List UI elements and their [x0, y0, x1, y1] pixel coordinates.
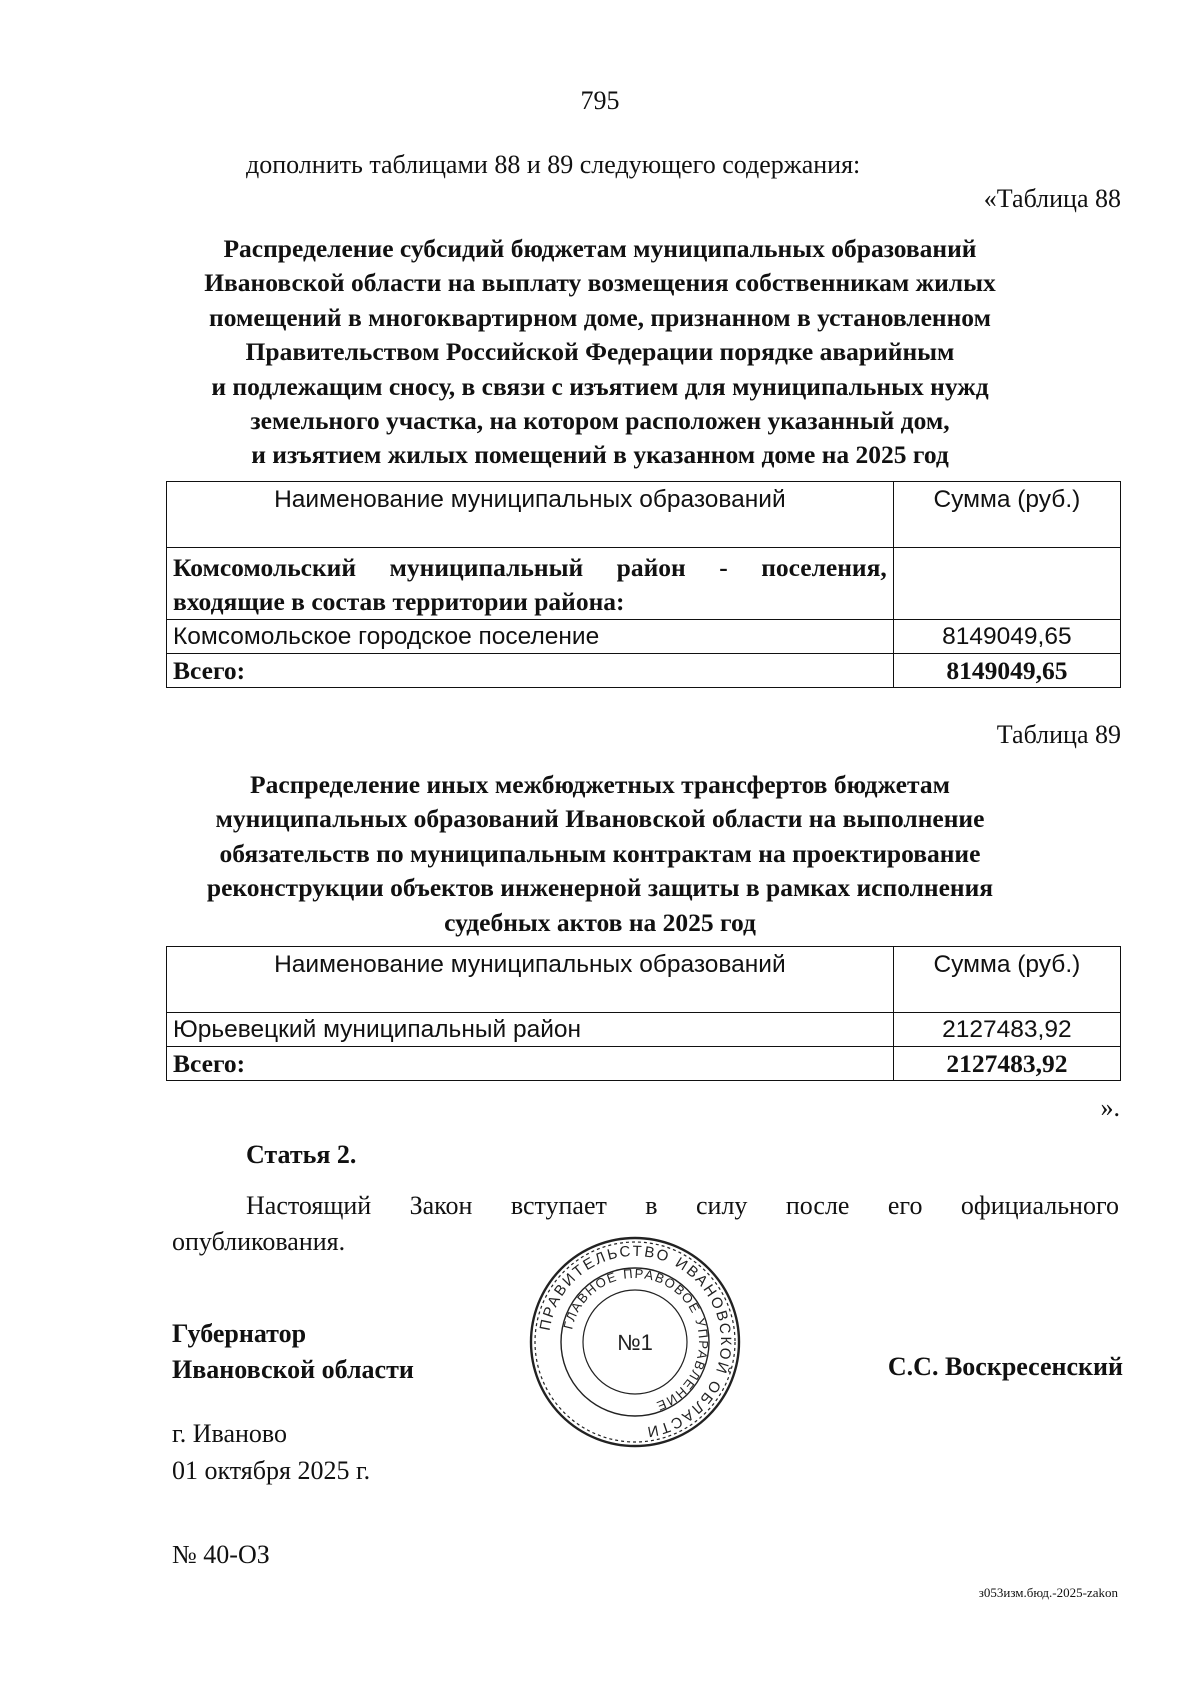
file-code: з053изм.бюд.-2025-zakon: [978, 1585, 1118, 1600]
signatory-name: С.С. Воскресенский: [887, 1352, 1123, 1381]
row-sum: 8149049,65: [893, 620, 1120, 654]
position-line: Губернатор: [172, 1319, 307, 1348]
group-sum-empty: [893, 548, 1120, 620]
heading-line: муниципальных образований Ивановской области на выполнение: [215, 804, 985, 834]
table-89: [166, 946, 1121, 1081]
row-name: Комсомольское городское поселение: [167, 620, 894, 654]
table-group-row: [167, 548, 1121, 620]
heading-line: судебных актов на 2025 год: [444, 907, 756, 937]
column-header-name: Наименование муниципальных образований: [167, 947, 894, 1013]
heading-line: и изъятием жилых помещений в указанном доме на 2025 год: [251, 440, 949, 470]
table-88-label: «Таблица 88: [983, 184, 1121, 213]
total-label: Всего:: [167, 654, 894, 688]
table-88: [166, 481, 1121, 688]
column-header-sum: Сумма (руб.): [893, 482, 1120, 548]
heading-line: земельного участка, на котором расположен указанный дом,: [250, 406, 950, 436]
heading-line: Распределение иных межбюджетных трансфертов бюджетам: [250, 770, 950, 799]
table-row: [167, 620, 1121, 654]
row-name: Юрьевецкий муниципальный район: [167, 1013, 894, 1047]
article-text-line: Настоящий Закон вступает в силу после его официального: [246, 1191, 1119, 1220]
heading-line: и подлежащим сносу, в связи с изъятием для муниципальных нужд: [211, 371, 989, 401]
heading-line: Правительством Российской Федерации порядке аварийным: [245, 337, 955, 367]
heading-line: реконструкции объектов инженерной защиты в рамках исполнения: [206, 873, 994, 903]
total-sum: 2127483,92: [893, 1047, 1120, 1081]
position-line: Ивановской области: [172, 1355, 414, 1384]
heading-line: Распределение субсидий бюджетам муниципальных образований: [223, 234, 977, 263]
column-header-name: Наименование муниципальных образований: [167, 482, 894, 548]
official-seal-stamp: [528, 1235, 742, 1449]
closing-quote: ».: [1100, 1093, 1120, 1122]
total-label: Всего:: [167, 1047, 894, 1081]
table-header-row: [167, 947, 1121, 1013]
article-title: Статья 2.: [246, 1140, 357, 1169]
table-88-heading: [150, 232, 1050, 473]
total-sum: 8149049,65: [893, 654, 1120, 688]
group-name: Комсомольский муниципальный район - поселения, входящие в состав территории района:: [167, 548, 894, 620]
seal-number: №1: [617, 1330, 653, 1355]
table-89-label: Таблица 89: [996, 720, 1121, 749]
date: 01 октября 2025 г.: [172, 1456, 371, 1485]
heading-line: обязательств по муниципальным контрактам на проектирование: [219, 838, 981, 868]
table-89-heading: [150, 768, 1050, 940]
heading-line: помещений в многоквартирном доме, признанном в установленном: [209, 302, 991, 332]
law-number: № 40-ОЗ: [172, 1540, 270, 1569]
signatory-position: [172, 1316, 414, 1388]
table-total-row: [167, 654, 1121, 688]
table-row: [167, 1013, 1121, 1047]
page-number: 795: [580, 86, 620, 115]
table-total-row: [167, 1047, 1121, 1081]
heading-line: Ивановской области на выплату возмещения собственникам жилых: [204, 268, 996, 298]
seal-outer-text: ПРАВИТЕЛЬСТВО ИВАНОВСКОЙ ОБЛАСТИ: [536, 1242, 735, 1441]
seal-inner-text: ГЛАВНОЕ ПРАВОВОЕ УПРАВЛЕНИЕ: [560, 1265, 712, 1415]
place: г. Иваново: [172, 1419, 287, 1448]
article-text-line: опубликования.: [172, 1227, 346, 1256]
place-and-date: [172, 1415, 370, 1489]
intro-text: дополнить таблицами 88 и 89 следующего содержания:: [246, 150, 861, 179]
row-sum: 2127483,92: [893, 1013, 1120, 1047]
column-header-sum: Сумма (руб.): [893, 947, 1120, 1013]
table-header-row: [167, 482, 1121, 548]
